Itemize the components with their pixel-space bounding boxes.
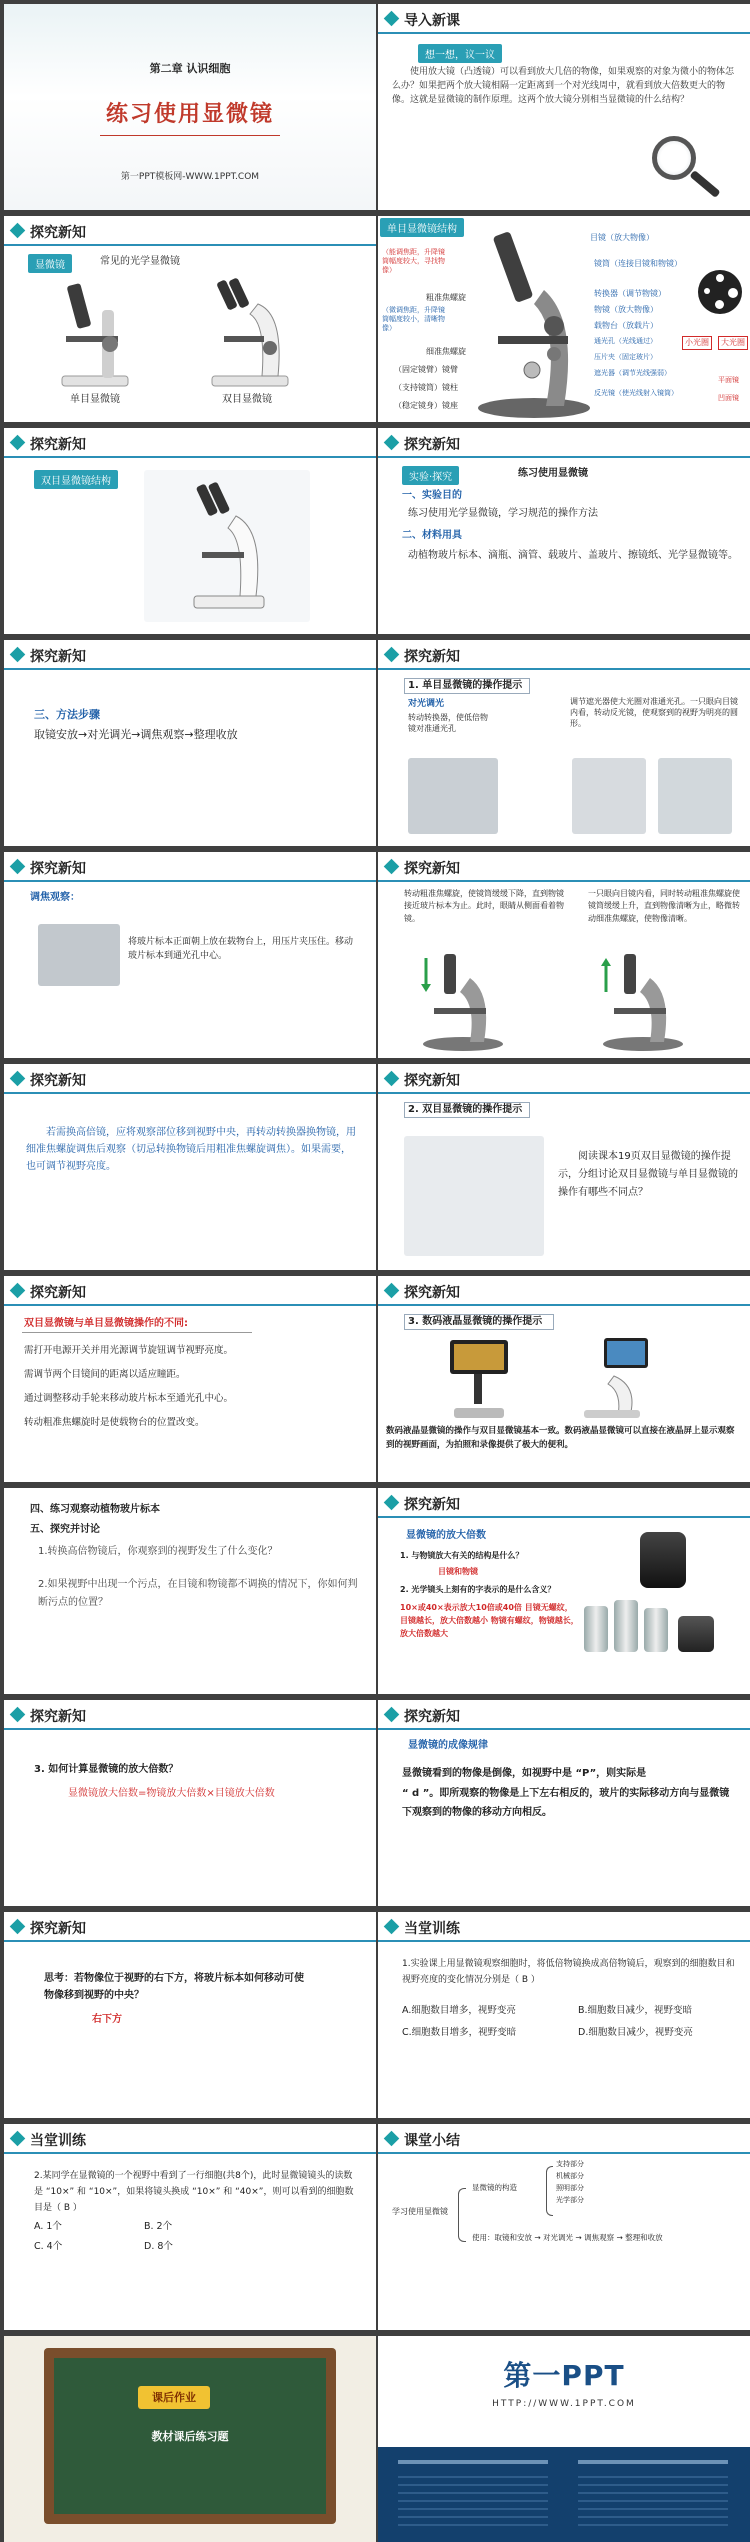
diamond-icon (10, 859, 26, 875)
slide-4[interactable] (378, 216, 750, 422)
answer-2: 10×或40×表示放大10倍或40倍 目镜无螺纹，目镜越长，放大倍数越小 物镜有螺纹，物镜越长，放大倍数越大 (400, 1603, 579, 1638)
slide-header (378, 428, 750, 458)
homework-text: 教材课后练习题 (151, 2430, 229, 2443)
link-bar (578, 2460, 728, 2464)
header-title: 探究新知 (30, 1285, 86, 1301)
label-mirror: 反光镜（使光线射入镜筒） (594, 389, 678, 397)
eyepiece-image (678, 1616, 714, 1652)
slide-header (4, 2124, 376, 2154)
slide-20[interactable] (378, 1912, 750, 2118)
microscope-structure-diagram (474, 230, 594, 420)
option-a[interactable]: A. 1个 (34, 2221, 62, 2232)
photo-student (404, 1136, 544, 1256)
text-light-step1: 转动转换器，使低倍物镜对准通光孔 (408, 713, 488, 734)
slide-8[interactable] (378, 640, 750, 846)
monocular-microscope-image (52, 280, 138, 388)
diamond-icon (10, 1919, 26, 1935)
label-base: （稳定镜身）镜座 (394, 401, 458, 410)
header-title: 探究新知 (30, 225, 86, 241)
diamond-icon (384, 435, 400, 451)
imaging-title: 显微镜的成像规律 (408, 1740, 488, 1751)
photo-focus (572, 758, 646, 834)
link-list (578, 2476, 728, 2526)
diamond-icon (10, 1707, 26, 1723)
header-title: 课堂小结 (404, 2133, 460, 2149)
raising-diagram (598, 948, 688, 1052)
question-2: 2.如果视野中出现一个污点，在目镜和物镜都不调换的情况下，你如何判断污点的位置？ (38, 1579, 358, 1608)
diamond-icon (10, 1283, 26, 1299)
slide-header (378, 1700, 750, 1730)
text-movement: “ d ”。即所观察的物像是上下左右相反的，玻片的实际移动方向与显微镜下观察到的物像的移动方向相反。 (402, 1788, 730, 1818)
intro-text: 使用放大镜（凸透镜）可以看到放大几倍的物像，如果观察的对象为微小的物体怎么办？如果把两个放大镜相隔一定距离到一个对光线周中，就看到放大倍数更大的物像。这就是显微镜的制作原理。这两个放大镜分别相当显微镜的什么结构？ (392, 67, 735, 105)
header-title: 当堂训练 (30, 2133, 86, 2149)
diamond-icon (384, 1707, 400, 1723)
difference-item: 需调节两个目镜间的距离以适应瞳距。 (24, 1369, 186, 1380)
label-pillar: （支持镜筒）镜柱 (394, 383, 458, 392)
exercise-question: 2.某同学在显微镜的一个视野中看到了一行细胞(共8个)，此时显微镜镜头的读数是 “10×” 和 “10×”，如果将镜头换成 “10×” 和 “40×”，则可以看到的细胞数目是（ B ） (34, 2171, 354, 2214)
option-d[interactable]: D.细胞数目减少，视野变亮 (578, 2027, 693, 2038)
slide-header (4, 216, 376, 246)
section-tag: 双目显微镜结构 (34, 470, 118, 489)
slide-7[interactable] (4, 640, 376, 846)
summary-root: 学习使用显微镜 (392, 2207, 448, 2216)
link-bar (398, 2460, 548, 2464)
slide-header (4, 1912, 376, 1942)
lowering-diagram (418, 948, 508, 1052)
summary-leaf: 照明部分 (556, 2184, 584, 2192)
slide-header (378, 4, 750, 34)
slide-11[interactable] (4, 1064, 376, 1270)
label-arm: （固定镜臂）镜臂 (394, 365, 458, 374)
slide-18[interactable] (378, 1700, 750, 1906)
slide-19[interactable] (4, 1912, 376, 2118)
objective-lens-image (614, 1600, 638, 1652)
header-title: 探究新知 (404, 437, 460, 453)
heading-discuss: 五、探究并讨论 (30, 1524, 100, 1535)
brand-url: HTTP://WWW.1PPT.COM (492, 2399, 636, 2409)
diamond-icon (10, 435, 26, 451)
slide-13[interactable] (4, 1276, 376, 1482)
difference-item: 通过调整移动手轮来移动玻片标本至通光孔中心。 (24, 1393, 234, 1404)
question-2: 2. 光学镜头上刻有的字表示的是什么含义？ (400, 1585, 556, 1594)
question-calc: 3. 如何计算显微镜的放大倍数？ (34, 1764, 179, 1775)
question-1: 1.转换高倍物镜后，你观察到的视野发生了什么变化？ (38, 1546, 278, 1557)
digital-microscope-image (444, 1336, 514, 1420)
slide-1[interactable] (4, 4, 376, 210)
slide-22[interactable] (378, 2124, 750, 2330)
answer-1: 目镜和物镜 (438, 1567, 478, 1576)
difference-title: 双目显微镜与单目显微镜操作的不同: (24, 1318, 188, 1329)
brace-icon (546, 2166, 553, 2216)
label-small-aperture: 小光圈 (682, 336, 712, 350)
option-c[interactable]: C.细胞数目增多，视野变暗 (402, 2027, 517, 2038)
photo-nosepiece (408, 758, 498, 834)
text-discussion: 阅读课本19页双目显微镜的操作提示，分组讨论双目显微镜与单目显微镜的操作有哪些不同点？ (558, 1151, 738, 1198)
diamond-icon (384, 11, 400, 27)
diamond-icon (384, 647, 400, 663)
text-light-step2: 调节遮光器使大光圈对准通光孔。一只眼向目镜内看，转动反光镜，使观察到的视野为明亮的圆形。 (570, 697, 738, 729)
slide-16[interactable] (378, 1488, 750, 1694)
subheading-light: 对光调光 (408, 699, 445, 709)
header-title: 探究新知 (404, 1285, 460, 1301)
section-tag: 单目显微镜结构 (380, 218, 464, 237)
experiment-title: 练习使用显微镜 (518, 468, 588, 479)
diamond-icon (10, 223, 26, 239)
option-b[interactable]: B.细胞数目减少，视野变暗 (578, 2005, 693, 2016)
difference-item: 转动粗准焦螺旋时是使载物台的位置改变。 (24, 1417, 205, 1428)
diamond-icon (384, 1283, 400, 1299)
header-title: 探究新知 (30, 1073, 86, 1089)
answer-move: 右下方 (92, 2014, 122, 2025)
slide-21[interactable] (4, 2124, 376, 2330)
slide-10[interactable] (378, 852, 750, 1058)
header-title: 探究新知 (30, 437, 86, 453)
heading-purpose: 一、实验目的 (402, 490, 462, 501)
exercise-question: 1.实验课上用显微镜观察细胞时，将低倍物镜换成高倍物镜后，观察到的细胞数目和视野亮度的变化情况分别是（ B ） (402, 1959, 735, 1986)
option-a[interactable]: A.细胞数目增多，视野变亮 (402, 2005, 516, 2016)
header-title: 探究新知 (30, 649, 86, 665)
caption-binocular: 双目显微镜 (222, 394, 272, 405)
label-coarse-knob: 粗准焦螺旋 (426, 293, 466, 302)
option-b[interactable]: B. 2个 (144, 2221, 173, 2232)
diamond-icon (384, 859, 400, 875)
label-large-aperture: 大光圈 (718, 336, 748, 350)
label-coarse-desc: （能调焦距，升降镜筒幅度较大，寻找物像） (382, 248, 445, 275)
label-diaphragm: 遮光器（调节光线强弱） (594, 369, 671, 377)
heading-materials: 二、材料用具 (402, 530, 462, 541)
summary-usage: 使用：取镜和安放 → 对光调光 → 调焦观察 → 整理和收放 (472, 2233, 663, 2242)
slide-23[interactable] (4, 2336, 376, 2542)
label-concave-mirror: 凹面镜 (718, 394, 739, 402)
slide-12[interactable] (378, 1064, 750, 1270)
slide-header (4, 428, 376, 458)
label-fine-knob: 细准焦螺旋 (426, 347, 466, 356)
binocular-microscope-diagram (184, 480, 274, 610)
binocular-microscope-image (200, 274, 300, 388)
slide-17[interactable] (4, 1700, 376, 1906)
diamond-icon (10, 647, 26, 663)
label-tube: 镜筒（连接目镜和物镜） (594, 259, 682, 268)
label-clip: 压片夹（固定玻片） (594, 353, 657, 361)
text-lower-tube: 转动粗准焦螺旋，使镜筒缓缓下降，直到物镜接近玻片标本为止。此时，眼睛从侧面看着物镜。 (404, 889, 564, 923)
header-title: 当堂训练 (404, 1921, 460, 1937)
eyepiece-image (640, 1532, 686, 1588)
text-high-power: 若需换高倍镜，应将观察部位移到视野中央，再转动转换器换物镜，用细准焦螺旋调焦后观察（切忌转换物镜后用粗准焦螺旋调焦）。如果需要，也可调节视野亮度。 (26, 1127, 356, 1172)
site-footer: 第一PPT模板网-WWW.1PPT.COM (120, 172, 260, 182)
option-c[interactable]: C. 4个 (34, 2241, 63, 2252)
option-d[interactable]: D. 8个 (144, 2241, 173, 2252)
photo-mirror (658, 758, 732, 834)
text-steps: 取镜安放→对光调光→调焦观察→整理收放 (34, 728, 238, 741)
slide-header (4, 1276, 376, 1306)
brace-icon (458, 2188, 466, 2242)
label-eyepiece: 目镜（放大物像） (590, 233, 654, 242)
section-tag: 显微镜 (28, 254, 72, 273)
answer-calc: 显微镜放大倍数=物镜放大倍数×目镜放大倍数 (68, 1788, 275, 1799)
slide-3[interactable] (4, 216, 376, 422)
slide-header (378, 1064, 750, 1094)
slide-header (378, 2124, 750, 2154)
magnification-title: 显微镜的放大倍数 (406, 1530, 486, 1541)
slide-24[interactable] (378, 2336, 750, 2542)
label-flat-mirror: 平面镜 (718, 376, 739, 384)
summary-leaf: 支持部分 (556, 2160, 584, 2168)
magnifier-icon (652, 136, 696, 180)
slide-14[interactable] (378, 1276, 750, 1482)
slide-6[interactable] (378, 428, 750, 634)
diamond-icon (10, 1071, 26, 1087)
digital-microscope-screen-image (574, 1336, 654, 1420)
chapter-title: 第二章 认识细胞 (149, 62, 231, 75)
header-title: 探究新知 (404, 649, 460, 665)
section-tag: 想一想，议一议 (418, 44, 502, 63)
heading-observe: 四、练习观察动植物玻片标本 (30, 1504, 160, 1515)
slide-header (4, 852, 376, 882)
slide-header (378, 1488, 750, 1518)
text-digital: 数码液晶显微镜的操作与双目显微镜基本一致。数码液晶显微镜可以直接在液晶屏上显示观察到的视野画面，为拍照和录像提供了极大的便利。 (386, 1426, 735, 1451)
text-raise-tube: 一只眼向目镜内看，同时转动粗准焦螺旋使镜筒缓缓上升，直到物像清晰为止，略微转动细准焦螺旋，使物像清晰。 (588, 889, 740, 923)
slide-header (4, 1700, 376, 1730)
lesson-title: 练习使用显微镜 (105, 102, 274, 127)
microscope-label: 常见的光学显微镜 (100, 256, 180, 267)
slide-2[interactable] (378, 4, 750, 210)
diamond-icon (384, 1495, 400, 1511)
summary-leaf: 光学部分 (556, 2196, 584, 2204)
header-title: 探究新知 (404, 1073, 460, 1089)
objective-lens-image (584, 1606, 608, 1652)
slide-15[interactable] (4, 1488, 376, 1694)
subheading-focus: 调焦观察： (30, 892, 80, 903)
diamond-icon (10, 2131, 26, 2147)
slide-header (378, 1276, 750, 1306)
header-title: 导入新课 (404, 13, 460, 29)
header-title: 探究新知 (404, 1709, 460, 1725)
section-tag: 实验·探究 (402, 466, 459, 485)
text-inverted-image: 显微镜看到的物像是倒像，如视野中是 “P”，则实际是 (402, 1768, 647, 1779)
slide-header (378, 1912, 750, 1942)
slide-header (378, 640, 750, 670)
diamond-icon (384, 1919, 400, 1935)
question-move: 思考：若物像位于视野的右下方，将玻片标本如何移动可使物像移到视野的中央？ (44, 1973, 304, 2001)
photo-stage (38, 924, 120, 986)
text-purpose: 练习使用光学显微镜，学习规范的操作方法 (408, 508, 598, 519)
header-title: 探究新知 (30, 1921, 86, 1937)
mono-tips-title: 1. 单目显微镜的操作提示 (408, 680, 523, 691)
label-objective: 物镜（放大物像） (594, 305, 658, 314)
text-place-slide: 将玻片标本正面朝上放在载物台上，用压片夹压住。移动玻片标本到通光孔中心。 (128, 937, 354, 961)
bino-tips-title: 2. 双目显微镜的操作提示 (408, 1104, 523, 1115)
summary-structure: 显微镜的构造 (472, 2183, 517, 2192)
slide-5[interactable] (4, 428, 376, 634)
magnifier-handle-icon (689, 170, 720, 198)
title-underline (22, 1332, 252, 1333)
label-nosepiece: 转换器（调节物镜） (594, 289, 666, 298)
diamond-icon (384, 1071, 400, 1087)
title-divider (100, 135, 280, 136)
diamond-icon (384, 2131, 400, 2147)
header-title: 探究新知 (404, 861, 460, 877)
link-list (398, 2476, 548, 2526)
header-title: 探究新知 (30, 861, 86, 877)
diaphragm-disc-icon (698, 270, 742, 314)
summary-leaf: 机械部分 (556, 2172, 584, 2180)
header-title: 探究新知 (404, 1497, 460, 1513)
slide-9[interactable] (4, 852, 376, 1058)
text-materials: 动植物玻片标本、滴瓶、滴管、载玻片、盖玻片、擦镜纸、光学显微镜等。 (408, 550, 738, 561)
brand-logo: 第一PPT (503, 2359, 625, 2392)
label-fine-desc: （微调焦距，升降镜筒幅度较小，清晰物像） (382, 306, 445, 333)
difference-item: 需打开电源开关并用光源调节旋钮调节视野亮度。 (24, 1345, 234, 1356)
slide-header (4, 1064, 376, 1094)
slide-header (4, 640, 376, 670)
digital-tips-title: 3. 数码液晶显微镜的操作提示 (408, 1316, 543, 1327)
label-aperture: 通光孔（光线通过） (594, 337, 657, 345)
label-stage: 载物台（放载片） (594, 321, 658, 330)
objective-lens-image (644, 1608, 668, 1652)
question-1: 1. 与物镜放大有关的结构是什么？ (400, 1551, 524, 1560)
caption-monocular: 单目显微镜 (70, 394, 120, 405)
header-title: 探究新知 (30, 1709, 86, 1725)
slide-header (378, 852, 750, 882)
homework-badge: 课后作业 (138, 2386, 210, 2409)
heading-steps: 三、方法步骤 (34, 708, 100, 721)
